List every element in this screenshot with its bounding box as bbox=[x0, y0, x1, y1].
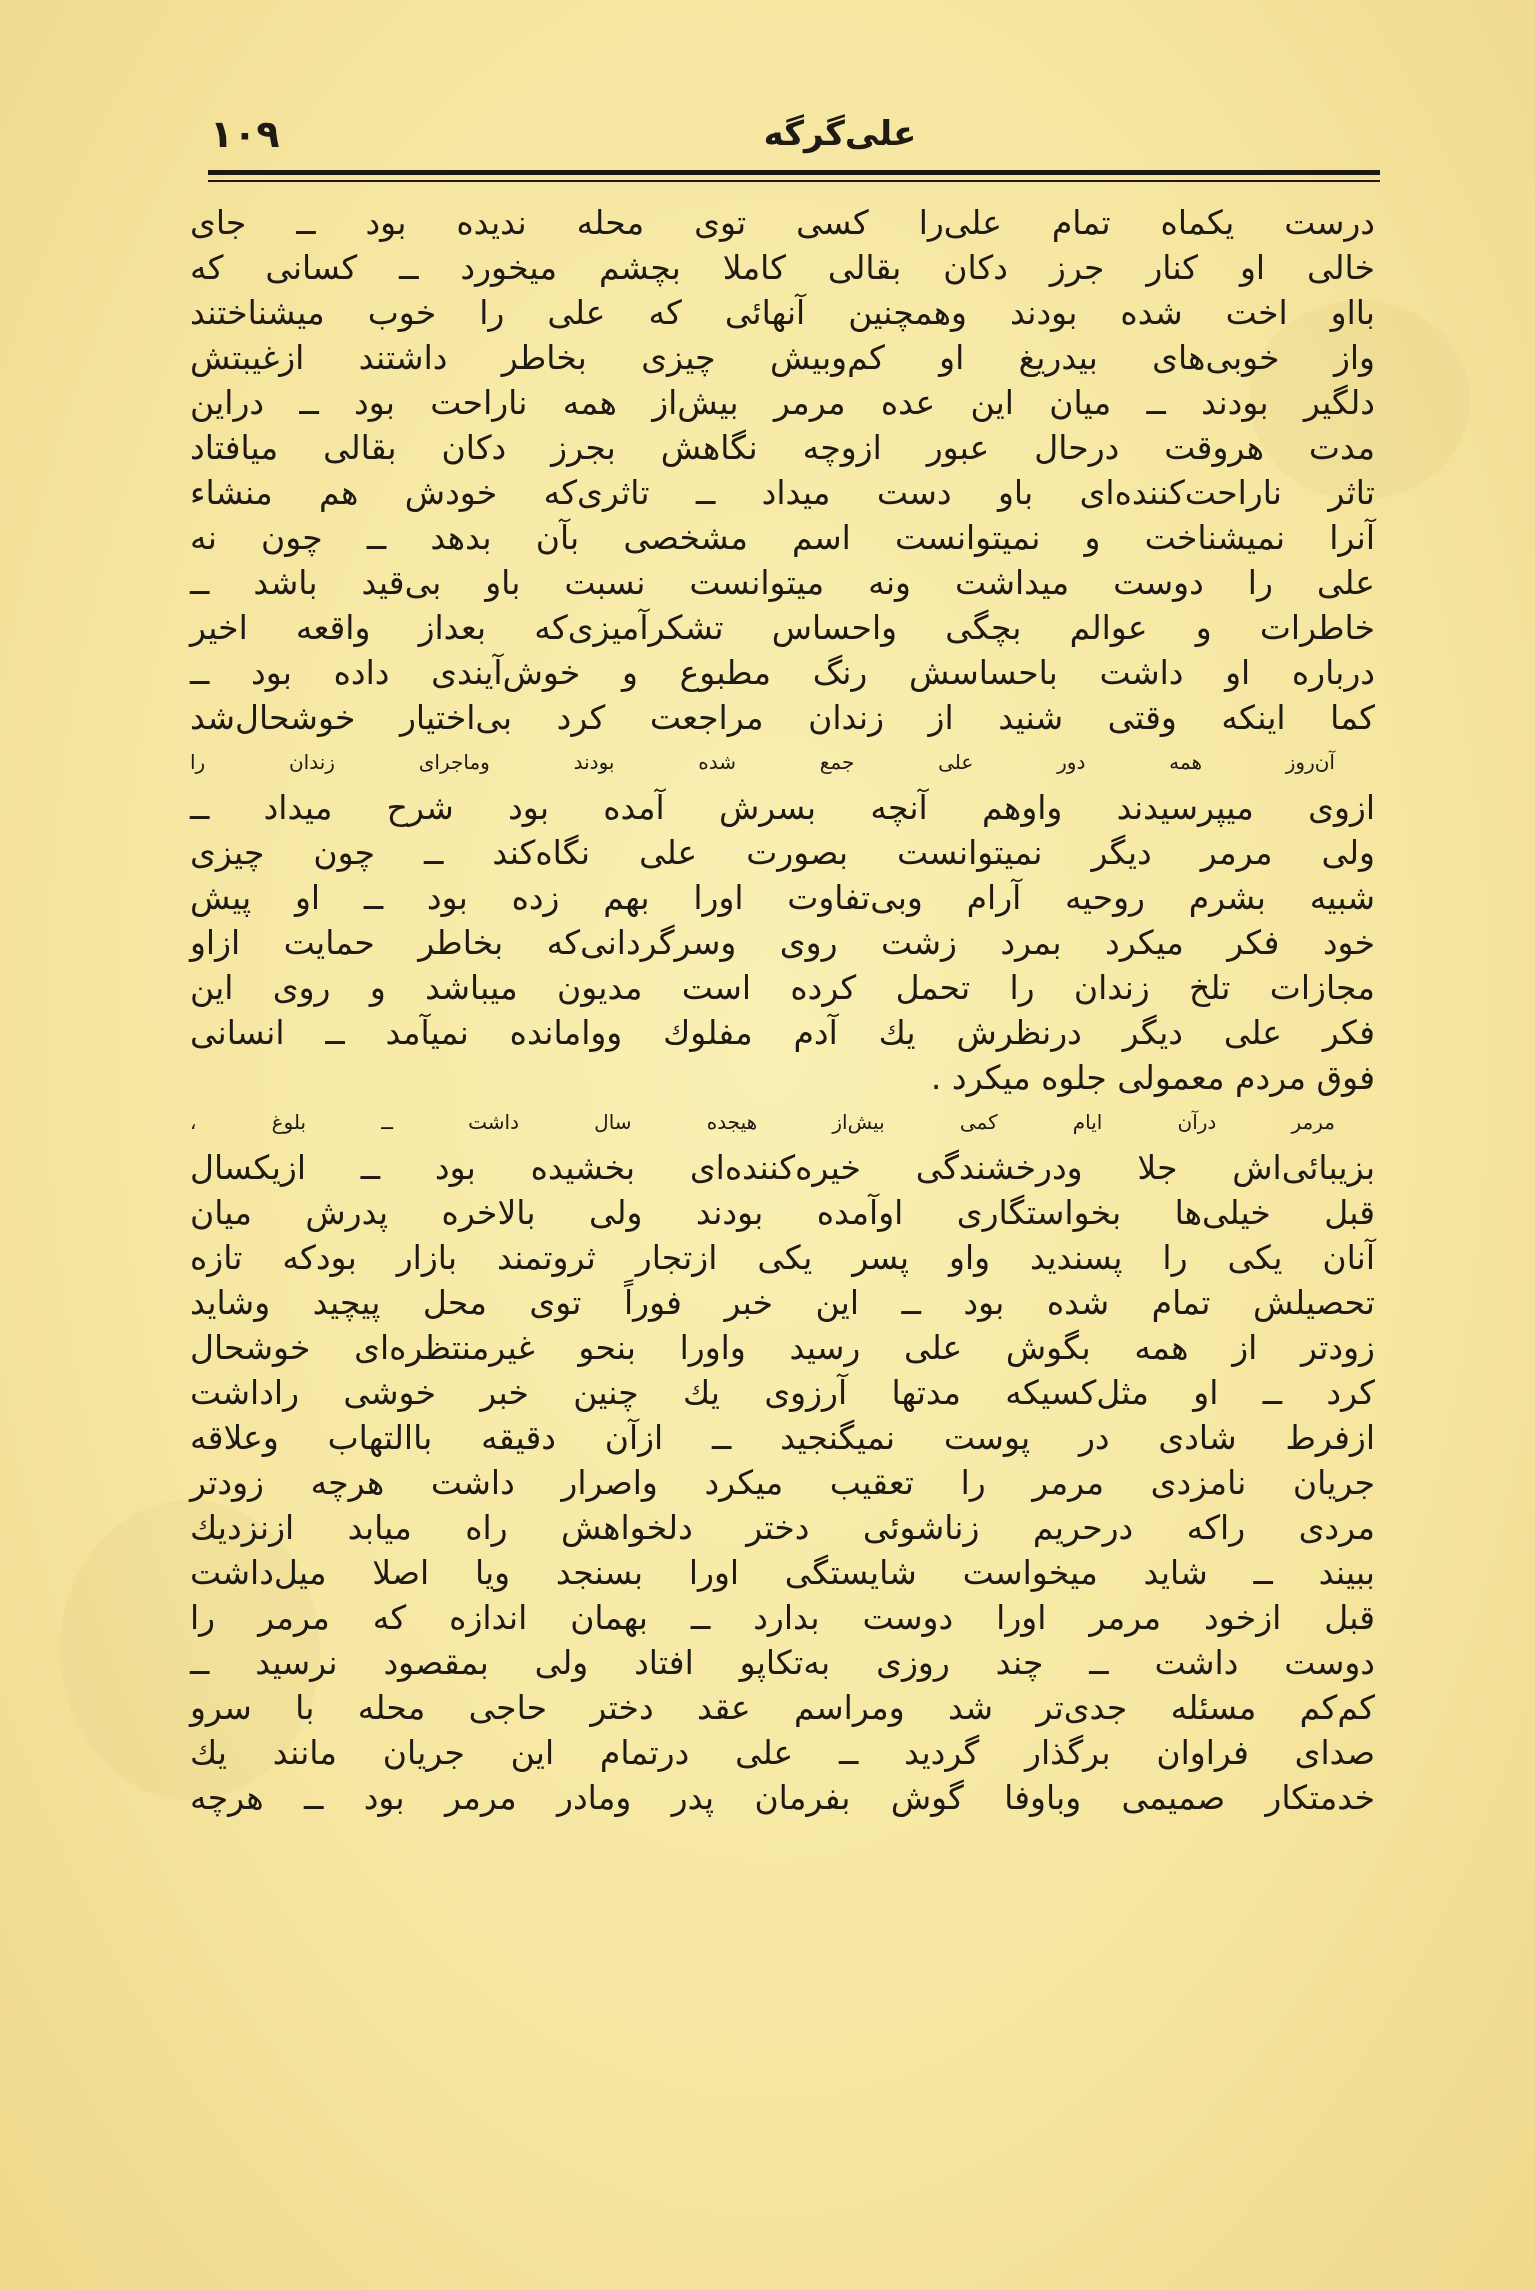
text-line: بزیبائی‌اش جلا ودرخشندگی خیره‌کننده‌ای بخشیده بود ــ ازیکسال bbox=[190, 1148, 1375, 1187]
text-line: زودتر از همه بگوش علی رسید واورا بنحو غیرمنتظره‌ای خوشحال bbox=[190, 1328, 1375, 1367]
text-line: خالی او کنار جرز دکان بقالی کاملا بچشم میخورد ــ کسانی که bbox=[190, 248, 1375, 287]
text-line: قبل خیلی‌ها بخواستگاری اوآمده بودند ولی بالاخره پدرش میان bbox=[190, 1193, 1375, 1232]
text-line: تحصیلش تمام شده بود ــ این خبر فوراً توی محل پیچید وشاید bbox=[190, 1283, 1375, 1322]
text-line: خاطرات و عوالم بچگی واحساس تشکرآمیزی‌که بعداز واقعه اخیر bbox=[190, 608, 1375, 647]
text-line: فوق مردم معمولی جلوه میکرد . bbox=[930, 1058, 1375, 1097]
text-line: کم‌کم مسئله جدی‌تر شد ومراسم عقد دختر حاجی محله با سرو bbox=[190, 1688, 1375, 1727]
text-line: آن‌روز همه دور علی جمع شده بودند وماجرای زندان را bbox=[190, 750, 1335, 774]
text-line: مدت هروقت درحال عبور ازوچه نگاهش بجرز دکان بقالی میافتاد bbox=[190, 428, 1375, 467]
text-line: دوست داشت ــ چند روزی به‌تکاپو افتاد ولی بمقصود نرسید ــ bbox=[190, 1643, 1375, 1682]
text-line: خود فکر میکرد بمرد زشت روی وسرگردانی‌که بخاطر حمایت ازاو bbox=[190, 923, 1375, 962]
text-line: دلگیر بودند ــ میان این عده مرمر بیش‌از همه ناراحت بود ــ دراین bbox=[190, 383, 1375, 422]
text-line: ازوی میپرسیدند واوهم آنچه بسرش آمده بود شرح میداد ــ bbox=[190, 788, 1375, 827]
text-line: درست یکماه تمام علی‌را کسی توی محله ندیده بود ــ جای bbox=[190, 203, 1375, 242]
text-line: مجازات تلخ زندان را تحمل کرده است مدیون میباشد و روی این bbox=[190, 968, 1375, 1007]
text-line: کرد ــ او مثل‌کسیکه مدتها آرزوی یك چنین خبر خوشی راداشت bbox=[190, 1373, 1375, 1412]
text-line: مردی راکه درحریم زناشوئی دختر دلخواهش راه میابد ازنزدیك bbox=[190, 1508, 1375, 1547]
text-line: فکر علی دیگر درنظرش یك آدم مفلوك ووامانده نمیآمد ــ انسانی bbox=[190, 1013, 1375, 1052]
header-rule-thick bbox=[208, 170, 1380, 175]
text-line: آنرا نمیشناخت و نمیتوانست اسم مشخصی بآن بدهد ــ چون نه bbox=[190, 518, 1375, 557]
text-line: کما اینکه وقتی شنید از زندان مراجعت کرد بی‌اختیار خوشحال‌شد bbox=[190, 698, 1375, 737]
text-line: درباره او داشت باحساسش رنگ مطبوع و خوش‌آیندی داده بود ــ bbox=[190, 653, 1375, 692]
page-number: ۱۰۹ bbox=[210, 112, 280, 156]
text-line: واز خوبی‌های بیدریغ او کم‌وبیش چیزی بخاطر داشتند ازغیبتش bbox=[190, 338, 1375, 377]
text-line: بااو اخت شده بودند وهمچنین آنهائی که علی را خوب میشناختند bbox=[190, 293, 1375, 332]
text-line: ولی مرمر دیگر نمیتوانست بصورت علی نگاه‌کند ــ چون چیزی bbox=[190, 833, 1375, 872]
running-title: علی‌گرگه bbox=[763, 114, 917, 154]
text-line: علی را دوست میداشت ونه میتوانست نسبت باو بی‌قید باشد ــ bbox=[190, 563, 1375, 602]
text-line: قبل ازخود مرمر اورا دوست بدارد ــ بهمان اندازه که مرمر را bbox=[190, 1598, 1375, 1637]
text-line: شبیه بشرم روحیه آرام وبی‌تفاوت اورا بهم زده بود ــ او پیش bbox=[190, 878, 1375, 917]
text-line: ازفرط شادی در پوست نمیگنجید ــ ازآن دقیقه باالتهاب وعلاقه bbox=[190, 1418, 1375, 1457]
text-line: آنان یکی را پسندید واو پسر یکی ازتجار ثروتمند بازار بودکه تازه bbox=[190, 1238, 1375, 1277]
text-line: جریان نامزدی مرمر را تعقیب میکرد واصرار داشت هرچه زودتر bbox=[190, 1463, 1375, 1502]
text-line: خدمتکار صمیمی وباوفا گوش بفرمان پدر ومادر مرمر بود ــ هرچه bbox=[190, 1778, 1375, 1817]
text-line: تاثر ناراحت‌کننده‌ای باو دست میداد ــ تاثری‌که خودش هم منشاء bbox=[190, 473, 1375, 512]
page-header bbox=[210, 112, 1380, 172]
text-line: ببیند ــ شاید میخواست شایستگی اورا بسنجد ویا اصلا میل‌داشت bbox=[190, 1553, 1375, 1592]
text-line: مرمر درآن ایام کمی بیش‌از هیجده سال داشت ــ بلوغ ، bbox=[190, 1110, 1335, 1134]
body-text bbox=[190, 200, 1375, 1820]
text-line: صدای فراوان برگذار گردید ــ علی درتمام این جریان مانند یك bbox=[190, 1733, 1375, 1772]
header-rule-thin bbox=[208, 180, 1380, 182]
